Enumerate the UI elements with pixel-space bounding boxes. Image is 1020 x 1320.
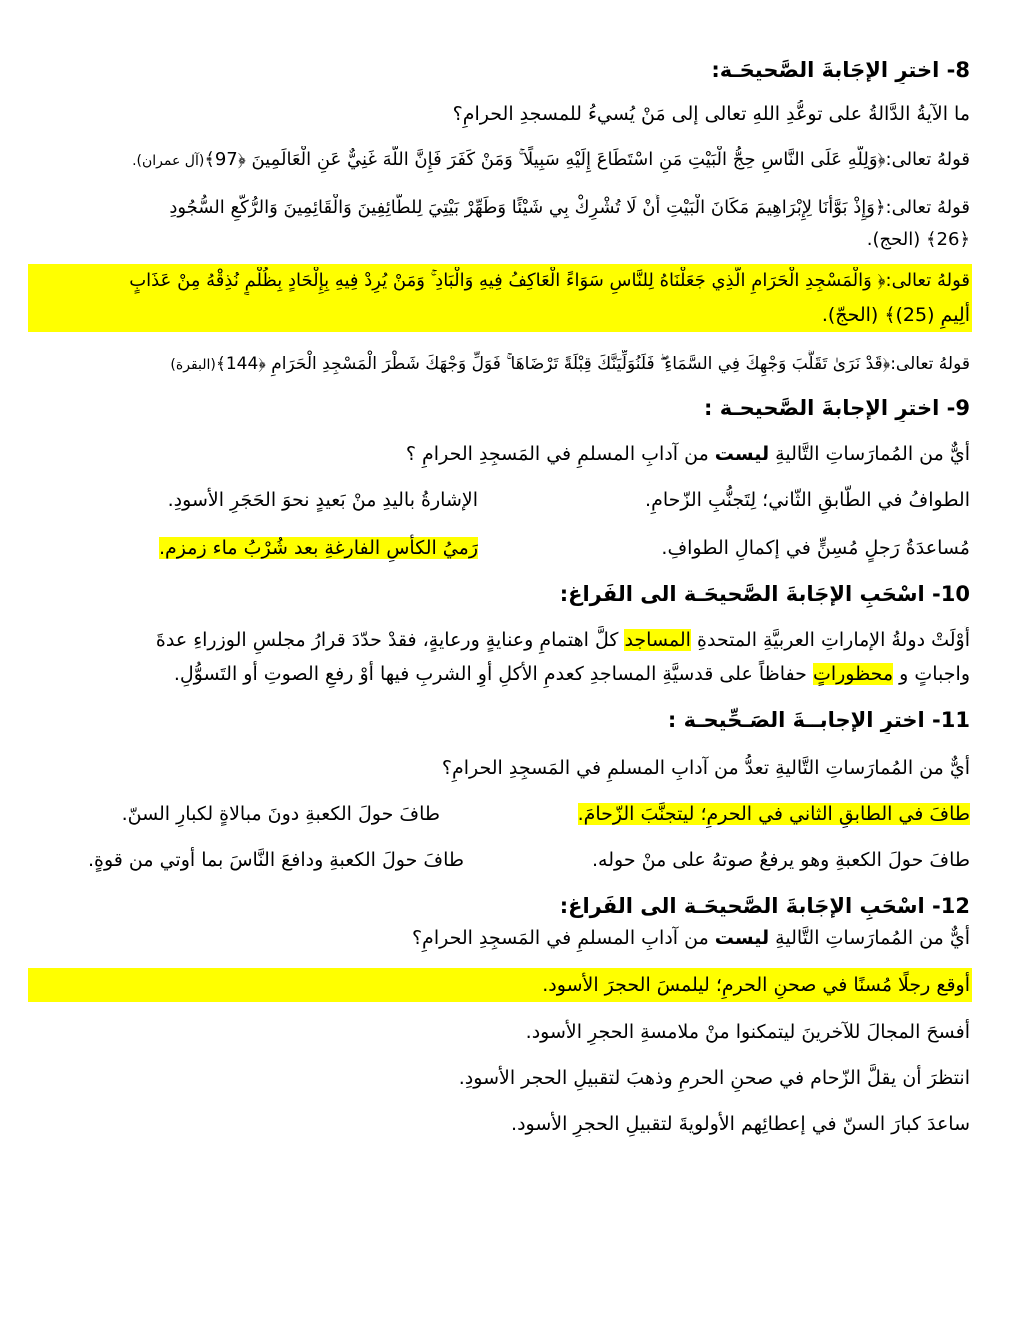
q10-blank-2[interactable]: محظوراتٍ [812, 663, 894, 685]
q10-line-1-b: كلَّ اهتمامٍ وعنايةٍ ورعايةٍ، فقدْ حدّدَ قرارُ مجلسِ الوزراءِ عدةَ [155, 629, 625, 651]
q12-option-c[interactable]: انتظرَ أن يقلَّ الزّحام في صحنِ الحرمِ وذهبَ لتقبيلِ الحجر الأسودِ. [458, 1067, 970, 1089]
q9-option-d[interactable] [159, 534, 478, 562]
q10-line-2 [40, 660, 970, 688]
q11-option-a-text: طافَ في الطابقِ الثاني في الحرمِ؛ ليتجنَّبَ الزّحامَ. [577, 803, 970, 825]
q9-question-bold: ليست [714, 443, 770, 465]
q8-option-2-line-2[interactable]: ﴿26﴾ (الحج). [866, 229, 970, 250]
q8-option-4[interactable] [40, 350, 970, 379]
q10-line-1-a: أَوْلَتْ دولةُ الإماراتِ العربيَّةِ المتحدةِ [690, 629, 970, 651]
q10-line-1 [40, 626, 970, 654]
q11-title: 11- اخترِ الإجابــةَ الصَـحِّيحـة : [667, 708, 970, 732]
q12-title: 12- اسْحَبِ الإجَابةَ الصَّحيحَـة الى الفَراغ: [559, 894, 970, 918]
q12-question-after: من آدابِ المسلمِ في المَسجِدِ الحرامِ؟ [411, 927, 715, 949]
q12-option-a[interactable]: أوقع رجلًا مُسنًا في صحنِ الحرمِ؛ ليلمسَ الحجرَ الأسود. [542, 974, 970, 996]
q9-title: 9- اخترِ الإجابةَ الصَّحيحـة : [704, 396, 970, 420]
q9-option-a[interactable]: الطوافُ في الطّابقِ الثّاني؛ لِتَجنُّبِ الزّحامِ. [645, 489, 970, 511]
q12-question [40, 924, 970, 952]
q10-line-2-a: واجباتٍ و [893, 663, 970, 685]
q8-option-4-text: قولهُ تعالى:﴿قَدْ نَرَىٰ تَقَلُّبَ وَجْهِكَ فِي السَّمَاءِ ۖ فَلَنُوَلِّيَنَّكَ قِبْلَةً تَرْضَاهَا ۚ فَوَلِّ وَجْهَكَ شَطْرَ الْمَسْجِدِ الْحَرَامِ ﴿144﴾ [215, 354, 970, 374]
q8-option-1-text: قولهُ تعالى:﴿وَلِلَّهِ عَلَى النَّاسِ حِجُّ الْبَيْتِ مَنِ اسْتَطَاعَ إِلَيْهِ سَبِيلًا ۚ وَمَنْ كَفَرَ فَإِنَّ اللَّهَ غَنِيٌّ عَنِ الْعَالَمِينَ ﴿97﴾ [204, 149, 970, 170]
q8-option-2-line-1[interactable]: قولهُ تعالى:﴿وَإِذْ بَوَّأْنَا لِإِبْرَاهِيمَ مَكَانَ الْبَيْتِ أَنْ لَا تُشْرِكْ بِي شَيْئًا وَطَهِّرْ بَيْتِيَ لِلطَّائِفِينَ وَالْقَائِمِينَ وَالرُّكَّعِ السُّجُودِ [169, 197, 970, 218]
q8-option-3-line-2[interactable]: أَلِيمٍ (25)﴾ (الحجّ). [821, 304, 970, 326]
q10-title: 10- اسْحَبِ الإجَابةَ الصَّحيحَـة الى الفَراغ: [559, 582, 970, 606]
q10-blank-1[interactable]: المساجد [624, 629, 691, 651]
q8-title: 8- اخترِ الإجَابةَ الصَّحيحَـة: [711, 58, 970, 82]
q10-line-2-b: حفاظاً على قدسيَّةِ المساجدِ كعدمِ الأكلِ أوِ الشربِ فيها أوْ رفعِ الصوتِ أو التَسوُّلِ. [173, 663, 813, 685]
q9-option-b[interactable]: الإشارةُ باليدِ منْ بَعيدٍ نحوَ الحَجَرِ الأسودِ. [167, 489, 478, 511]
q11-option-b[interactable]: طافَ حولَ الكعبةِ دونَ مبالاةٍ لكبارِ السنّ. [121, 803, 440, 825]
q11-option-c[interactable]: طافَ حولَ الكعبةِ وهو يرفعُ صوتهُ على منْ حوله. [591, 849, 970, 871]
q12-option-d[interactable]: ساعدَ كبارَ السنّ في إعطائِهم الأولويةَ لتقبيلِ الحجرِ الأسود. [511, 1113, 970, 1135]
q11-option-a[interactable] [578, 800, 970, 828]
q9-option-c[interactable]: مُساعدَةُ رَجلٍ مُسِنٍّ في إكمالِ الطوافِ. [661, 537, 970, 559]
q8-option-3-line-1[interactable]: قولهُ تعالى:﴿ وَالْمَسْجِدِ الْحَرَامِ الَّذِي جَعَلْنَاهُ لِلنَّاسِ سَوَاءً الْعَاكِفُ فِيهِ وَالْبَادِ ۚ وَمَنْ يُرِدْ فِيهِ بِإِلْحَادٍ بِظُلْمٍ نُذِقْهُ مِنْ عَذَابٍ [129, 270, 970, 291]
q8-question: ما الآيةُ الدَّالةُ على توعُّدِ اللهِ تعالى إلى مَنْ يُسيءُ للمسجدِ الحرامِ؟ [452, 103, 970, 125]
q9-question-before: أيٌّ من المُمارَساتِ التَّاليةِ [769, 443, 970, 465]
q11-option-d[interactable]: طافَ حولَ الكعبةِ ودافعَ النَّاسَ بما أوتي من قوةٍ. [87, 849, 464, 871]
q9-option-d-text: رَميُ الكأسِ الفارغةِ بعد شُرْبُ ماء زمزم. [159, 537, 478, 559]
q8-option-1-ref: (آل عمران). [132, 153, 205, 169]
q12-option-b[interactable]: أفسحَ المجالَ للآخرينَ ليتمكنوا منْ ملامسةِ الحجرِ الأسود. [525, 1021, 970, 1043]
q8-option-4-ref: (البقرة) [170, 357, 216, 373]
q12-question-bold: ليست [714, 927, 770, 949]
q9-question-after: من آدابِ المسلمِ في المَسجِدِ الحرامِ ؟ [405, 443, 715, 465]
q8-option-1[interactable] [40, 146, 970, 175]
q12-question-before: أيٌّ من المُمارَساتِ التَّاليةِ [769, 927, 970, 949]
q11-question: أيٌّ من المُمارَساتِ التَّاليةِ تعدُّ من آدابِ المسلمِ في المَسجِدِ الحرامِ؟ [441, 757, 970, 779]
q9-question [40, 440, 970, 468]
